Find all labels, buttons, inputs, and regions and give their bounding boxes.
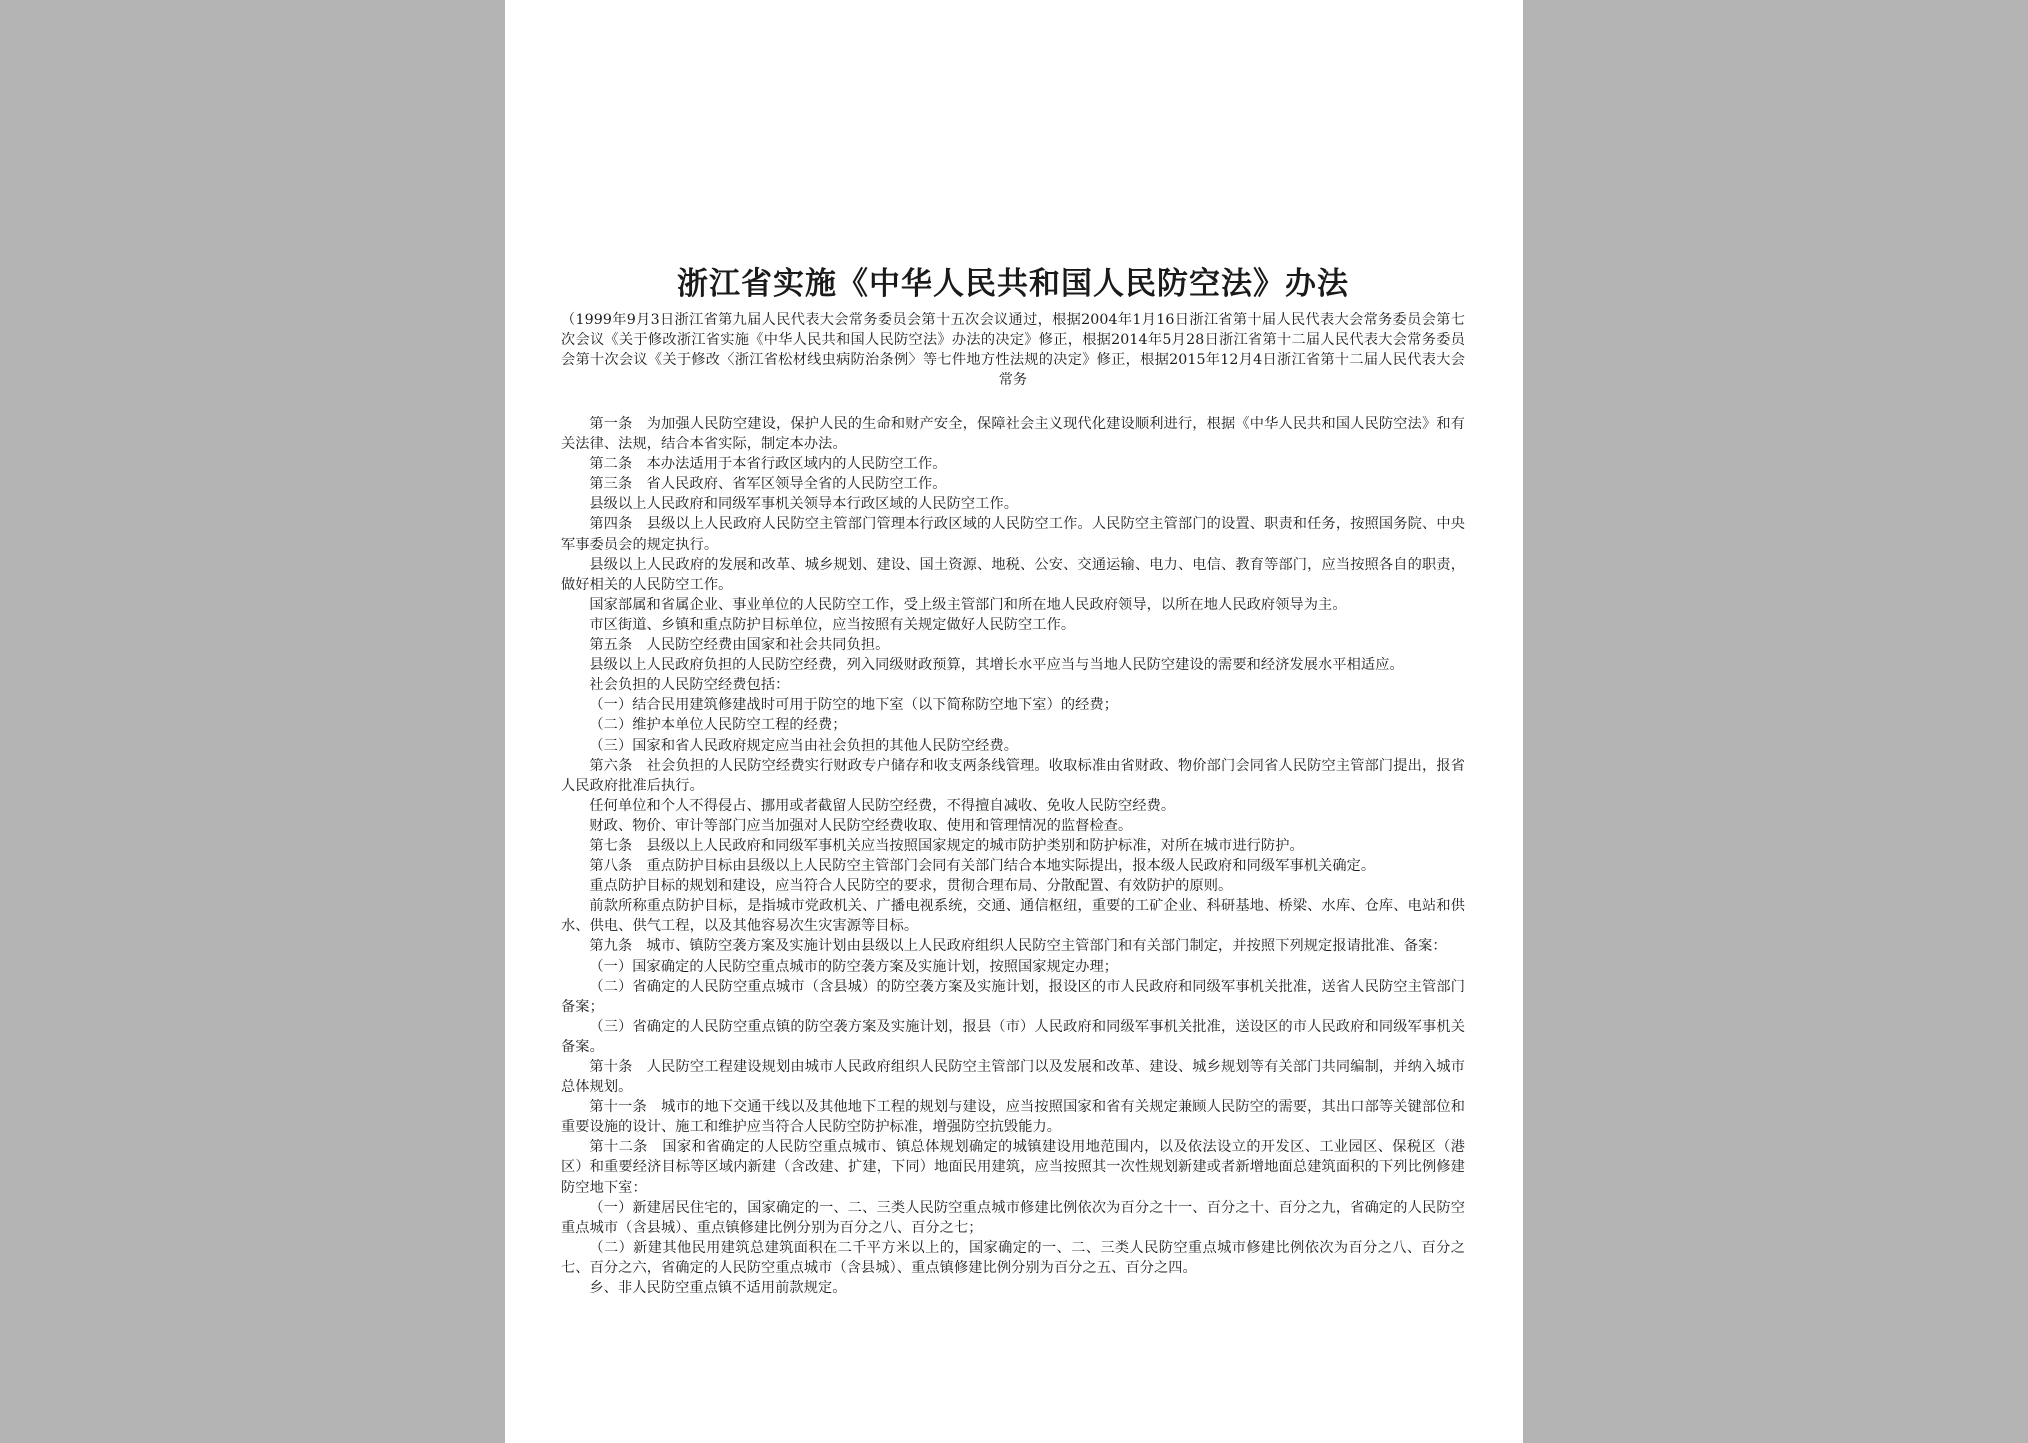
document-page [505, 0, 1523, 1443]
document-subtitle: （1999年9月3日浙江省第九届人民代表大会常务委员会第十五次会议通过，根据2004年1月16日浙江省第十届人民代表大会常务委员会第七次会议《关于修改浙江省实施《中华人民共和国人民防空法》办法的决定》修正，根据2014年5月28日浙江省第十二届人民代表大会常务委员会第十次会议《关于修改〈浙江省松材线虫病防治条例〉等七件地方性法规的决定》修正，根据2015年12月4日浙江省第十二届人民代表大会常务 [561, 312, 1465, 388]
body-paragraph: （二）省确定的人民防空重点城市（含县城）的防空袭方案及实施计划，报设区的市人民政府和同级军事机关批准，送省人民防空主管部门备案； [561, 978, 1465, 1015]
body-paragraph: 财政、物价、审计等部门应当加强对人民防空经费收取、使用和管理情况的监督检查。 [589, 817, 1133, 834]
body-paragraph: 县级以上人民政府的发展和改革、城乡规划、建设、国土资源、地税、公安、交通运输、电力、电信、教育等部门，应当按照各自的职责，做好相关的人民防空工作。 [561, 556, 1465, 593]
body-paragraph: 第十二条 国家和省确定的人民防空重点城市、镇总体规划确定的城镇建设用地范围内，以及依法设立的开发区、工业园区、保税区（港区）和重要经济目标等区域内新建（含改建、扩建，下同）地面民用建筑，应当按照其一次性规划新建或者新增地面总建筑面积的下列比例修建防空地下室： [561, 1139, 1465, 1196]
body-paragraph: 第四条 县级以上人民政府人民防空主管部门管理本行政区域的人民防空工作。人民防空主管部门的设置、职责和任务，按照国务院、中央军事委员会的规定执行。 [561, 516, 1465, 553]
body-paragraph: 第六条 社会负担的人民防空经费实行财政专户储存和收支两条线管理。收取标准由省财政、物价部门会同省人民防空主管部门提出，报省人民政府批准后执行。 [561, 757, 1465, 794]
body-paragraph: （二）新建其他民用建筑总建筑面积在二千平方米以上的，国家确定的一、二、三类人民防空重点城市修建比例依次为百分之八、百分之七、百分之六，省确定的人民防空重点城市（含县城）、重点镇修建比例分别为百分之五、百分之四。 [561, 1239, 1465, 1276]
body-paragraph: 第一条 为加强人民防空建设，保护人民的生命和财产安全，保障社会主义现代化建设顺利进行，根据《中华人民共和国人民防空法》和有关法律、法规，结合本省实际，制定本办法。 [561, 416, 1465, 453]
body-paragraph: 社会负担的人民防空经费包括： [589, 677, 790, 694]
body-paragraph: （二）维护本单位人民防空工程的经费； [589, 717, 847, 734]
body-paragraph: （一）国家确定的人民防空重点城市的防空袭方案及实施计划，按照国家规定办理； [589, 958, 1119, 975]
body-paragraph: 第八条 重点防护目标由县级以上人民防空主管部门会同有关部门结合本地实际提出，报本级人民政府和同级军事机关确定。 [589, 858, 1376, 875]
body-paragraph: 第九条 城市、镇防空袭方案及实施计划由县级以上人民政府组织人民防空主管部门和有关部门制定，并按照下列规定报请批准、备案： [589, 938, 1447, 955]
body-paragraph: 前款所称重点防护目标，是指城市党政机关、广播电视系统，交通、通信枢纽，重要的工矿企业、科研基地、桥梁、水库、仓库、电站和供水、供电、供气工程，以及其他容易次生灾害源等目标。 [561, 898, 1465, 935]
document-title: 浙江省实施《中华人民共和国人民防空法》办法 [677, 266, 1349, 302]
body-paragraph: 第二条 本办法适用于本省行政区域内的人民防空工作。 [589, 456, 947, 473]
body-paragraph: （三）省确定的人民防空重点镇的防空袭方案及实施计划，报县（市）人民政府和同级军事机关批准，送设区的市人民政府和同级军事机关备案。 [561, 1018, 1465, 1055]
document-body [561, 414, 1465, 1298]
body-paragraph: （三）国家和省人民政府规定应当由社会负担的其他人民防空经费。 [589, 737, 1019, 754]
body-paragraph: （一）结合民用建筑修建战时可用于防空的地下室（以下简称防空地下室）的经费； [589, 697, 1119, 714]
body-paragraph: 第十条 人民防空工程建设规划由城市人民政府组织人民防空主管部门以及发展和改革、建设、城乡规划等有关部门共同编制，并纳入城市总体规划。 [561, 1059, 1465, 1096]
body-paragraph: 县级以上人民政府和同级军事机关领导本行政区域的人民防空工作。 [589, 496, 1019, 513]
body-paragraph: 第五条 人民防空经费由国家和社会共同负担。 [589, 637, 890, 654]
body-paragraph: 重点防护目标的规划和建设，应当符合人民防空的要求，贯彻合理布局、分散配置、有效防护的原则。 [589, 878, 1233, 895]
body-paragraph: 任何单位和个人不得侵占、挪用或者截留人民防空经费，不得擅自减收、免收人民防空经费。 [589, 797, 1176, 814]
body-paragraph: 县级以上人民政府负担的人民防空经费，列入同级财政预算，其增长水平应当与当地人民防空建设的需要和经济发展水平相适应。 [589, 657, 1404, 674]
body-paragraph: （一）新建居民住宅的，国家确定的一、二、三类人民防空重点城市修建比例依次为百分之十一、百分之十、百分之九，省确定的人民防空重点城市（含县城）、重点镇修建比例分别为百分之八、百分之七； [561, 1199, 1465, 1236]
body-paragraph: 国家部属和省属企业、事业单位的人民防空工作，受上级主管部门和所在地人民政府领导，以所在地人民政府领导为主。 [589, 596, 1347, 613]
body-paragraph: 市区街道、乡镇和重点防护目标单位，应当按照有关规定做好人民防空工作。 [589, 616, 1076, 633]
body-paragraph: 第十一条 城市的地下交通干线以及其他地下工程的规划与建设，应当按照国家和省有关规定兼顾人民防空的需要，其出口部等关键部位和重要设施的设计、施工和维护应当符合人民防空防护标准，增强防空抗毁能力。 [561, 1099, 1465, 1136]
body-paragraph: 乡、非人民防空重点镇不适用前款规定。 [589, 1280, 847, 1297]
body-paragraph: 第三条 省人民政府、省军区领导全省的人民防空工作。 [589, 476, 947, 493]
body-paragraph: 第七条 县级以上人民政府和同级军事机关应当按照国家规定的城市防护类别和防护标准，对所在城市进行防护。 [589, 837, 1304, 854]
